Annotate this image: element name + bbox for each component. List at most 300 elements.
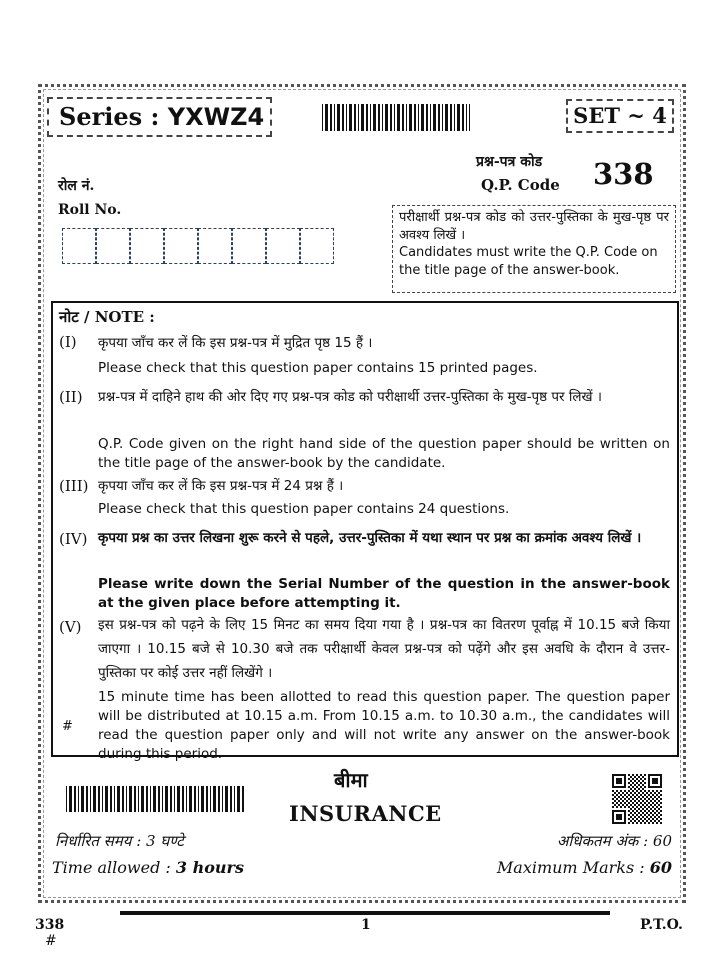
qr-module — [636, 782, 638, 784]
qr-finder — [648, 786, 662, 788]
qr-module — [632, 794, 634, 796]
barcode-bar — [189, 786, 192, 812]
qr-finder — [612, 786, 626, 788]
qr-module — [654, 808, 656, 810]
note-item-hindi: कृपया जाँच कर लें कि इस प्रश्न-पत्र में मुद्रित पृष्ठ 15 हैं । — [98, 335, 373, 351]
roll-number-digit-box[interactable] — [232, 228, 266, 264]
qr-finder — [616, 814, 622, 820]
qr-module — [624, 794, 626, 796]
barcode-bar — [129, 786, 132, 812]
qr-module — [642, 808, 644, 810]
time-allowed-value: 3 hours — [175, 858, 244, 877]
qr-module — [628, 794, 630, 796]
qr-module — [640, 778, 642, 780]
qr-module — [642, 792, 644, 794]
qr-module — [640, 774, 642, 776]
qr-module — [648, 818, 650, 820]
qr-module — [616, 806, 618, 808]
note-item-hindi: इस प्रश्न-पत्र को पढ़ने के लिए 15 मिनट का समय दिया गया है । प्रश्न-पत्र का वितरण पूर्वाह्न में 10.15 बजे किया जाएगा । 10.15 बजे से 10.30 बजे तक परीक्षार्थी केवल प्रश्न-पत्र को पढ़ेंगे और इस अवधि के दौरान वे उत्तर-पुस्तिका पर कोई उत्तर नहीं लिखेंगे । — [98, 617, 670, 681]
qr-module — [646, 796, 648, 798]
qr-module — [648, 790, 650, 792]
barcode-bar — [177, 786, 180, 812]
qr-module — [656, 810, 658, 812]
qr-finder — [660, 774, 662, 788]
qr-module — [622, 796, 624, 798]
roll-number-digit-box[interactable] — [96, 228, 130, 264]
barcode-bar — [361, 104, 364, 131]
qr-module — [654, 812, 656, 814]
roll-number-digit-box[interactable] — [62, 228, 96, 264]
qr-module — [640, 806, 642, 808]
qr-module — [634, 800, 636, 802]
qr-module — [616, 798, 618, 800]
qr-module — [642, 784, 644, 786]
qr-module — [654, 816, 656, 818]
qr-finder — [648, 774, 662, 776]
qr-module — [634, 816, 636, 818]
note-item-english: Please check that this question paper contains 15 printed pages. — [98, 360, 538, 376]
qr-module — [640, 794, 642, 796]
barcode-bar — [349, 104, 352, 131]
qr-module — [638, 804, 640, 806]
qr-module — [650, 800, 652, 802]
qr-module — [618, 796, 620, 798]
qr-module — [658, 820, 660, 822]
qr-module — [618, 804, 620, 806]
qr-module — [656, 814, 658, 816]
maximum-marks-value: 60 — [649, 858, 672, 877]
barcode-bottom — [66, 786, 246, 812]
note-item-number: (IV) — [59, 530, 88, 548]
series-box — [47, 97, 272, 137]
qr-module — [634, 792, 636, 794]
barcode-bar — [134, 786, 136, 812]
barcode-bar — [469, 104, 470, 131]
qr-module — [630, 804, 632, 806]
qr-module — [658, 796, 660, 798]
barcode-bar — [454, 104, 455, 131]
barcode-bar — [218, 786, 220, 812]
footer-qp-code — [35, 917, 64, 949]
barcode-bar — [397, 104, 400, 131]
qr-module — [628, 782, 630, 784]
qr-module — [630, 812, 632, 814]
qr-module — [636, 818, 638, 820]
barcode-bar — [354, 104, 356, 131]
barcode-bar — [93, 786, 96, 812]
qr-module — [644, 802, 646, 804]
qr-module — [630, 816, 632, 818]
footer-code-number: 338 — [35, 917, 65, 933]
qr-module — [636, 798, 638, 800]
barcode-bar — [141, 786, 144, 812]
roll-number-digit-box[interactable] — [198, 228, 232, 264]
qr-module — [622, 800, 624, 802]
barcode-bar — [98, 786, 100, 812]
qr-module — [660, 790, 662, 792]
qr-module — [652, 822, 654, 824]
qr-finder — [648, 774, 650, 788]
barcode-bar — [69, 786, 72, 812]
barcode-bar — [242, 786, 244, 812]
qr-module — [624, 798, 626, 800]
qr-module — [620, 790, 622, 792]
qr-module — [660, 802, 662, 804]
note-item-number: (II) — [59, 388, 83, 406]
barcode-bar — [366, 104, 368, 131]
barcode-bar — [198, 786, 199, 812]
qr-module — [650, 812, 652, 814]
qr-module — [636, 810, 638, 812]
qr-module — [618, 800, 620, 802]
qr-module — [636, 814, 638, 816]
time-allowed-label: Time allowed : — [52, 858, 176, 877]
qr-module — [660, 818, 662, 820]
qr-module — [652, 806, 654, 808]
note-item-number: (V) — [59, 618, 82, 636]
barcode-bar — [409, 104, 412, 131]
qr-finder — [624, 774, 626, 788]
qr-module — [628, 814, 630, 816]
qr-module — [640, 818, 642, 820]
qr-module — [616, 794, 618, 796]
qr-module — [648, 806, 650, 808]
qr-module — [656, 802, 658, 804]
qr-module — [632, 806, 634, 808]
barcode-bar — [358, 104, 359, 131]
barcode-bar — [421, 104, 424, 131]
qr-finder — [612, 810, 614, 824]
qr-module — [624, 802, 626, 804]
barcode-bar — [150, 786, 151, 812]
qr-module — [630, 796, 632, 798]
qr-module — [628, 818, 630, 820]
barcode-bar — [450, 104, 452, 131]
qr-module — [632, 810, 634, 812]
barcode-bar — [114, 786, 115, 812]
qp-code-label-english: Q.P. Code — [481, 176, 560, 194]
qr-module — [636, 802, 638, 804]
time-allowed-english — [52, 858, 244, 877]
qr-module — [612, 806, 614, 808]
qr-finder — [612, 774, 614, 788]
qr-module — [646, 804, 648, 806]
qr-module — [656, 798, 658, 800]
qr-module — [638, 780, 640, 782]
qr-module — [640, 790, 642, 792]
barcode-bar — [378, 104, 380, 131]
qr-module — [624, 806, 626, 808]
barcode-bar — [153, 786, 156, 812]
qr-module — [630, 808, 632, 810]
qr-module — [640, 798, 642, 800]
barcode-bar — [433, 104, 436, 131]
barcode-bar — [117, 786, 120, 812]
qr-module — [652, 802, 654, 804]
barcode-bar — [418, 104, 419, 131]
qr-module — [632, 778, 634, 780]
qr-finder — [612, 822, 626, 824]
barcode-bar — [66, 786, 67, 812]
barcode-bar — [138, 786, 139, 812]
qr-module — [614, 804, 616, 806]
note-item-english: Please check that this question paper contains 24 questions. — [98, 501, 510, 517]
qr-module — [646, 800, 648, 802]
qr-module — [632, 790, 634, 792]
note-item-hindi: कृपया प्रश्न का उत्तर लिखना शुरू करने से पहले, उत्तर-पुस्तिका में यथा स्थान पर प्रश्न का क्रमांक अवश्य लिखें । — [98, 530, 642, 546]
barcode-bar — [402, 104, 404, 131]
roll-number-digit-box[interactable] — [300, 228, 334, 264]
series-label: Series : — [59, 102, 160, 131]
qr-module — [644, 806, 646, 808]
qr-module — [648, 798, 650, 800]
barcode-bar — [146, 786, 148, 812]
qr-module — [652, 818, 654, 820]
note-item-number: (III) — [59, 477, 89, 495]
qr-module — [648, 814, 650, 816]
qr-module — [646, 820, 648, 822]
barcode-bar — [90, 786, 91, 812]
qr-module — [638, 800, 640, 802]
qr-module — [660, 798, 662, 800]
note-item-hindi: प्रश्न-पत्र में दाहिने हाथ की ओर दिए गए प्रश्न-पत्र कोड को परीक्षार्थी उत्तर-पुस्तिका के मुख-पृष्ठ पर लिखें । — [98, 389, 602, 405]
qr-module — [634, 776, 636, 778]
qr-module — [632, 802, 634, 804]
maximum-marks-hindi: अधिकतम अंक : 60 — [556, 832, 672, 850]
barcode-bar — [346, 104, 347, 131]
qr-module — [630, 788, 632, 790]
qr-module — [648, 794, 650, 796]
barcode-bar — [466, 104, 467, 131]
qr-module — [628, 802, 630, 804]
qr-module — [634, 784, 636, 786]
barcode-bar — [110, 786, 112, 812]
qr-module — [638, 792, 640, 794]
qr-module — [616, 790, 618, 792]
qr-module — [644, 774, 646, 776]
barcode-bar — [394, 104, 395, 131]
qr-module — [638, 820, 640, 822]
qr-module — [632, 814, 634, 816]
barcode-bar — [426, 104, 428, 131]
qr-module — [614, 792, 616, 794]
maximum-marks-label: Maximum Marks : — [496, 858, 650, 877]
qr-module — [644, 778, 646, 780]
barcode-bar — [158, 786, 160, 812]
page-number: 1 — [361, 917, 371, 933]
roll-number-digit-box[interactable] — [164, 228, 198, 264]
qr-module — [642, 812, 644, 814]
qr-module — [650, 808, 652, 810]
footer-hash: # — [45, 933, 57, 949]
qr-module — [648, 822, 650, 824]
qr-module — [644, 782, 646, 784]
barcode-bar — [414, 104, 416, 131]
qr-finder — [624, 810, 626, 824]
qr-module — [658, 812, 660, 814]
barcode-bar — [86, 786, 88, 812]
qr-module — [630, 780, 632, 782]
qr-module — [654, 792, 656, 794]
qr-module — [632, 798, 634, 800]
barcode-top — [322, 104, 470, 131]
qr-module — [636, 778, 638, 780]
series-code: YXWZ4 — [167, 103, 265, 131]
qr-module — [660, 822, 662, 824]
maximum-marks-english — [497, 858, 672, 877]
qp-code-number: 338 — [593, 157, 654, 191]
barcode-bar — [122, 786, 124, 812]
footer-rule — [120, 911, 610, 915]
qr-module — [632, 786, 634, 788]
qr-module — [612, 794, 614, 796]
qr-module — [660, 794, 662, 796]
qr-module — [646, 808, 648, 810]
note-item-hindi: कृपया जाँच कर लें कि इस प्रश्न-पत्र में 24 प्रश्न हैं । — [98, 478, 344, 494]
qr-module — [624, 790, 626, 792]
qr-module — [616, 802, 618, 804]
qr-finder — [616, 778, 622, 784]
barcode-bar — [385, 104, 388, 131]
qr-module — [636, 822, 638, 824]
qr-module — [650, 792, 652, 794]
qr-module — [628, 806, 630, 808]
barcode-bar — [325, 104, 328, 131]
qr-module — [636, 794, 638, 796]
qr-module — [628, 790, 630, 792]
barcode-bar — [234, 786, 235, 812]
qr-module — [630, 820, 632, 822]
qr-module — [628, 822, 630, 824]
qr-module — [658, 800, 660, 802]
qr-module — [658, 816, 660, 818]
qr-module — [614, 800, 616, 802]
barcode-bar — [170, 786, 172, 812]
qr-module — [646, 792, 648, 794]
qr-module — [620, 806, 622, 808]
qr-module — [654, 804, 656, 806]
qr-module — [640, 802, 642, 804]
set-label: SET ~ 4 — [566, 99, 674, 133]
barcode-bar — [225, 786, 228, 812]
candidate-instruction-english: Candidates must write the Q.P. Code on the title page of the answer-book. — [399, 245, 658, 278]
qr-module — [650, 804, 652, 806]
roll-number-digit-box[interactable] — [130, 228, 164, 264]
qr-module — [638, 812, 640, 814]
qr-module — [638, 816, 640, 818]
qr-module — [656, 818, 658, 820]
candidate-instruction-hindi: परीक्षार्थी प्रश्न-पत्र कोड को उत्तर-पुस्तिका के मुख-पृष्ठ पर अवश्य लिखें । — [399, 210, 669, 243]
qr-finder — [652, 778, 658, 784]
qr-module — [612, 798, 614, 800]
qr-module — [638, 808, 640, 810]
qr-module — [634, 808, 636, 810]
qr-module — [632, 818, 634, 820]
barcode-bar — [370, 104, 371, 131]
qr-module — [646, 812, 648, 814]
subject-title-hindi: बीमा — [334, 768, 368, 792]
qr-module — [644, 790, 646, 792]
qr-module — [654, 820, 656, 822]
qr-module — [642, 776, 644, 778]
qr-module — [636, 774, 638, 776]
qr-module — [642, 796, 644, 798]
qr-module — [652, 814, 654, 816]
qr-module — [626, 804, 628, 806]
subject-title-english: INSURANCE — [289, 801, 442, 826]
candidate-instruction-box — [392, 205, 676, 293]
qr-module — [626, 796, 628, 798]
qr-module — [644, 818, 646, 820]
note-title: नोट / NOTE : — [59, 308, 155, 326]
qr-module — [632, 822, 634, 824]
qr-module — [612, 802, 614, 804]
qr-module — [634, 820, 636, 822]
qr-module — [628, 810, 630, 812]
qr-module — [644, 810, 646, 812]
roll-number-boxes[interactable] — [62, 228, 334, 264]
qr-module — [644, 786, 646, 788]
note-item-number: (I) — [59, 333, 77, 351]
qr-module — [632, 782, 634, 784]
qr-finder — [612, 774, 626, 776]
barcode-bar — [445, 104, 448, 131]
qr-module — [644, 798, 646, 800]
roll-number-digit-box[interactable] — [266, 228, 300, 264]
qr-module — [634, 796, 636, 798]
barcode-bar — [382, 104, 383, 131]
qr-module — [612, 790, 614, 792]
barcode-bar — [373, 104, 376, 131]
qr-module — [656, 790, 658, 792]
barcode-bar — [201, 786, 204, 812]
barcode-bar — [462, 104, 464, 131]
qr-module — [626, 792, 628, 794]
barcode-bar — [342, 104, 344, 131]
barcode-bar — [334, 104, 335, 131]
barcode-bar — [206, 786, 208, 812]
qr-module — [634, 788, 636, 790]
note-hash-mark: # — [62, 719, 73, 734]
qr-module — [650, 816, 652, 818]
qr-module — [628, 786, 630, 788]
barcode-bar — [322, 104, 323, 131]
qr-module — [626, 800, 628, 802]
barcode-bar — [230, 786, 232, 812]
barcode-bar — [213, 786, 216, 812]
please-turn-over: P.T.O. — [640, 917, 683, 933]
qr-module — [642, 780, 644, 782]
qr-module — [652, 794, 654, 796]
barcode-bar — [430, 104, 431, 131]
qp-code-label-hindi: प्रश्न-पत्र कोड — [476, 154, 543, 170]
qr-module — [656, 822, 658, 824]
time-allowed-hindi: निर्धारित समय : 3 घण्टे — [55, 832, 184, 850]
barcode-bar — [194, 786, 196, 812]
barcode-bar — [442, 104, 443, 131]
barcode-bar — [174, 786, 175, 812]
qr-module — [636, 790, 638, 792]
qr-module — [652, 790, 654, 792]
qr-module — [614, 796, 616, 798]
barcode-bar — [406, 104, 407, 131]
qr-module — [658, 808, 660, 810]
barcode-bar — [438, 104, 440, 131]
qr-module — [642, 800, 644, 802]
qr-module — [648, 802, 650, 804]
barcode-bar — [330, 104, 332, 131]
note-item-english: Q.P. Code given on the right hand side of the question paper should be written on the title page of the answer-book by the candidate. — [98, 436, 670, 471]
